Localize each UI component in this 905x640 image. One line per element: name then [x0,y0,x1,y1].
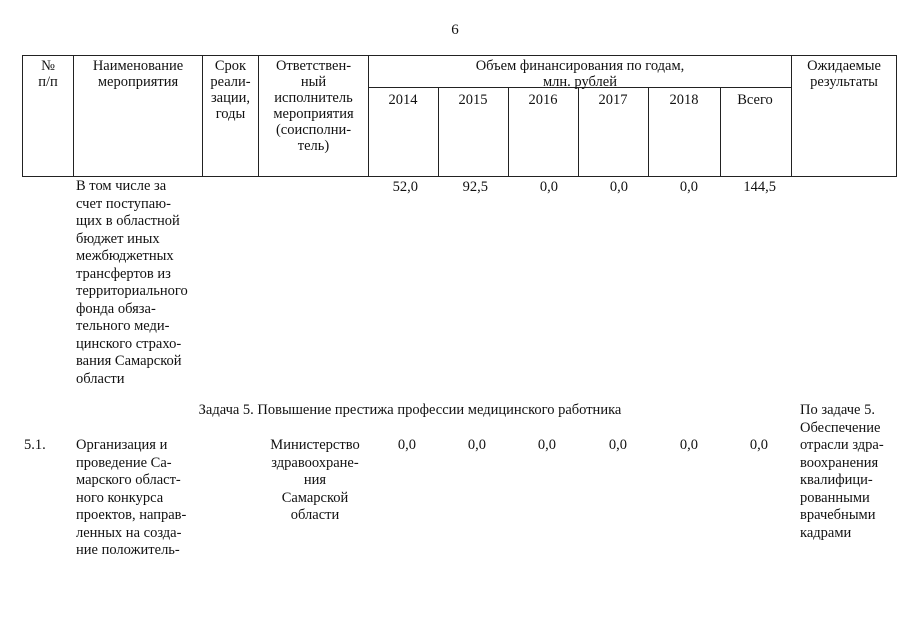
header-term: Срок реали- зации, годы [210,58,251,122]
task5-title: Задача 5. Повышение престижа профессии медицинского работника [198,402,622,418]
row51-name-line: марского област- [76,472,181,488]
col-border-5 [438,87,439,177]
table-top-border [22,55,896,56]
year-2016: 2016 [528,92,558,108]
row51-value-2014: 0,0 [397,437,416,453]
row1-value-2014: 52,0 [392,179,418,195]
task5-result-line: воохранения [800,454,879,471]
row51-value-2018: 0,0 [679,437,698,453]
row51-name-line: Организация и [76,437,168,453]
year-total: Всего [737,92,773,108]
row51-resp-line: Министерство [270,437,360,453]
row51-resp-line: Самарской [281,489,349,506]
page-number: 6 [451,22,459,38]
row51-name-line: проектов, направ- [76,507,187,523]
task5-results [800,402,896,542]
task5-result-line: кадрами [800,524,852,541]
row51-name-line: проведение Са- [76,454,172,471]
header-number: № п/п [38,58,58,90]
row1-value-2018: 0,0 [679,179,698,195]
task5-result-line: квалифици- [800,472,873,488]
col-border-11 [896,55,897,177]
row51-value-2016: 0,0 [537,437,556,453]
row51-name-line: ленных на созда- [76,524,182,541]
row1-name-line: цинского страхо- [76,335,182,352]
row51-value-2015: 0,0 [467,437,486,453]
year-2018: 2018 [669,92,699,108]
header-responsible: Ответствен- ный исполнитель мероприятия (соисполни- тель) [273,58,354,154]
row1-name-line: фонда обяза- [76,300,156,317]
row1-value-total: 144,5 [743,179,776,195]
row1-name-line: В том числе за [76,178,167,194]
task5-result-line: По задаче 5. [800,402,875,418]
header-name: Наименование мероприятия [92,58,184,90]
task5-result-line: Обеспечение [800,419,881,436]
row51-number: 5.1. [24,437,46,453]
col-border-6 [508,87,509,177]
row1-name-line: территориального [76,283,188,299]
row51-value-total: 0,0 [749,437,768,453]
row1-value-2017: 0,0 [609,179,628,195]
row1-value-2015: 92,5 [462,179,488,195]
year-2014: 2014 [388,92,418,108]
row51-name-line: ного конкурса [76,489,164,506]
row51-resp-line: здравоохране- [271,454,359,471]
row51-name-line: ние положитель- [76,542,180,558]
row1-name-line: счет поступаю- [76,195,171,212]
row1-name-line: области [76,370,125,387]
task5-result-line: врачебными [800,507,876,523]
row1-name-line: тельного меди- [76,318,170,334]
row51-resp-line: ния [303,472,327,488]
row1-name-line: вания Самарской [76,353,182,369]
col-border-7 [578,87,579,177]
row51-resp-line: области [290,507,340,523]
row51-name [76,437,198,560]
row1-name-line: бюджет иных [76,230,160,247]
row1-name-line: щих в областной [76,213,180,229]
table-header-bottom-border [22,176,896,177]
header-funding: Объем финансирования по годам, млн. рублей [475,58,685,90]
year-2017: 2017 [598,92,628,108]
task5-result-line: рованными [800,489,870,506]
year-2015: 2015 [458,92,488,108]
row1-name [76,178,198,388]
row51-responsible [262,437,368,525]
row1-name-line: трансфертов из [76,265,171,282]
header-results: Ожидаемые результаты [807,58,881,90]
task5-result-line: отрасли здра- [800,437,884,453]
col-border-8 [648,87,649,177]
row51-value-2017: 0,0 [608,437,627,453]
col-border-9 [720,87,721,177]
row1-value-2016: 0,0 [539,179,558,195]
row1-name-line: межбюджетных [76,248,174,264]
